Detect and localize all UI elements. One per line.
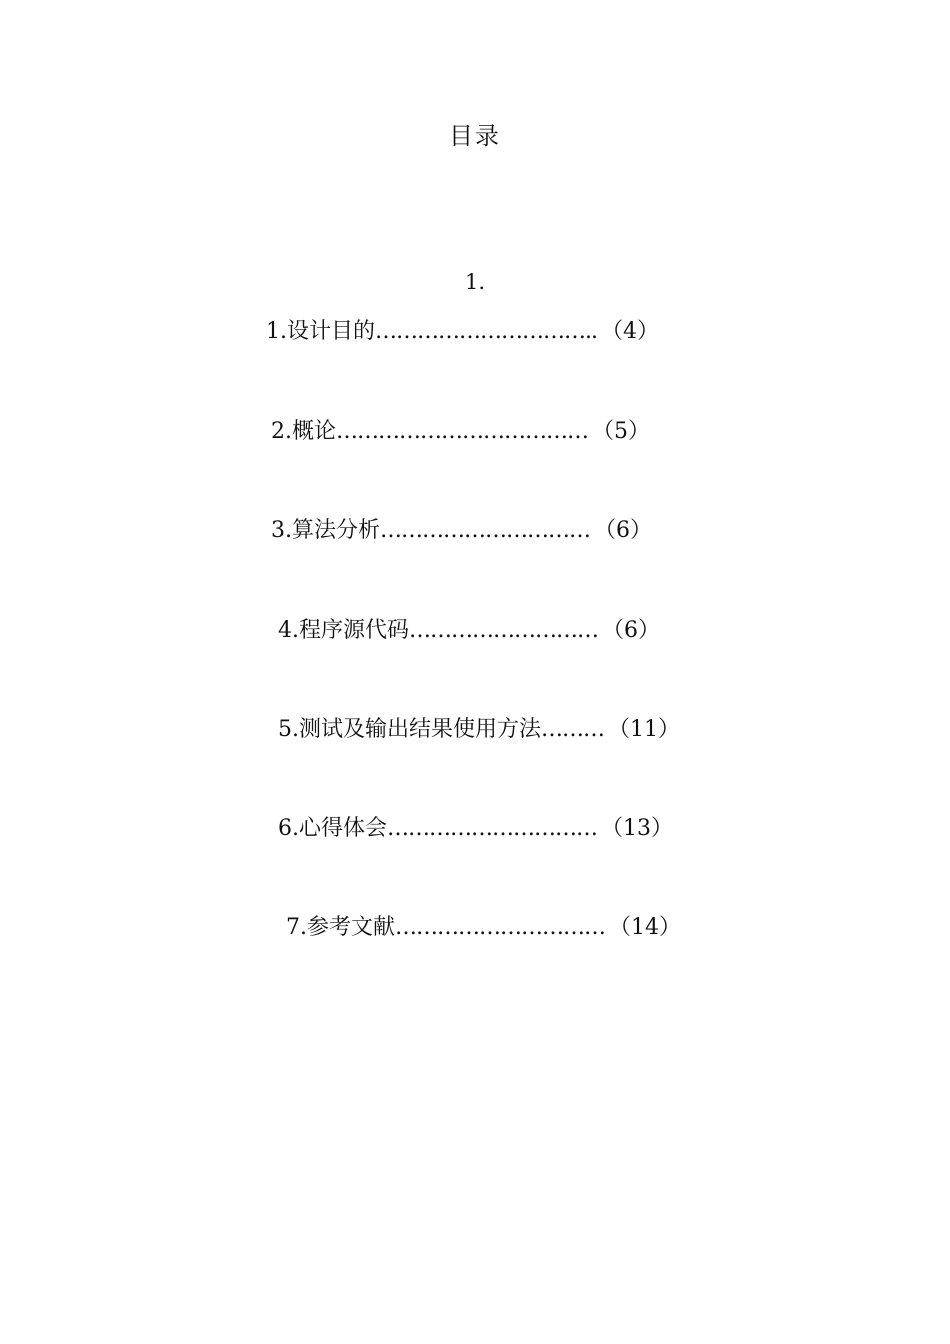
toc-entry-number: 2. [271,419,292,444]
toc-entry [278,815,673,843]
stray-number: 1. [464,270,486,294]
toc-entry-label: 算法分析 [292,518,381,543]
toc-entry-page: （6） [602,618,661,643]
toc-entry-leader: ……………………… [409,618,599,643]
toc-entry [278,716,680,744]
toc-entry-leader: ………………………… [380,518,591,543]
toc-entry-leader: ………………………… [387,816,598,841]
toc-entry [271,418,650,446]
toc-entry-label: 心得体会 [299,816,388,841]
toc-entry [266,318,659,346]
toc-entry-number: 4. [278,618,299,643]
toc-entry-leader: ……… [541,717,605,742]
toc-entry-page: （5） [592,419,651,444]
toc-entry-leader: ………………………… [395,915,606,940]
toc-entry-number: 3. [271,518,292,543]
toc-entry-page: （6） [594,518,653,543]
toc-title: 目录 [449,122,501,150]
toc-entry-page: （4） [601,319,660,344]
toc-entry [278,617,660,645]
toc-entry [286,914,681,942]
toc-entry-page: （11） [608,717,681,742]
toc-entry-leader: ……………………………… [336,419,589,444]
toc-entry-label: 设计目的 [287,319,376,344]
toc-entry-number: 5. [278,717,299,742]
toc-entry-label: 程序源代码 [299,618,410,643]
toc-entry [271,517,652,545]
toc-entry-number: 1. [266,319,287,344]
toc-entry-page: （13） [601,816,674,841]
toc-entry-leader: ………………………….. [375,319,598,344]
toc-entry-label: 参考文献 [307,915,396,940]
toc-entry-number: 7. [286,915,307,940]
toc-entry-page: （14） [609,915,682,940]
toc-entry-label: 概论 [292,419,337,444]
toc-entry-number: 6. [278,816,299,841]
toc-entry-label: 测试及输出结果使用方法 [299,717,542,742]
